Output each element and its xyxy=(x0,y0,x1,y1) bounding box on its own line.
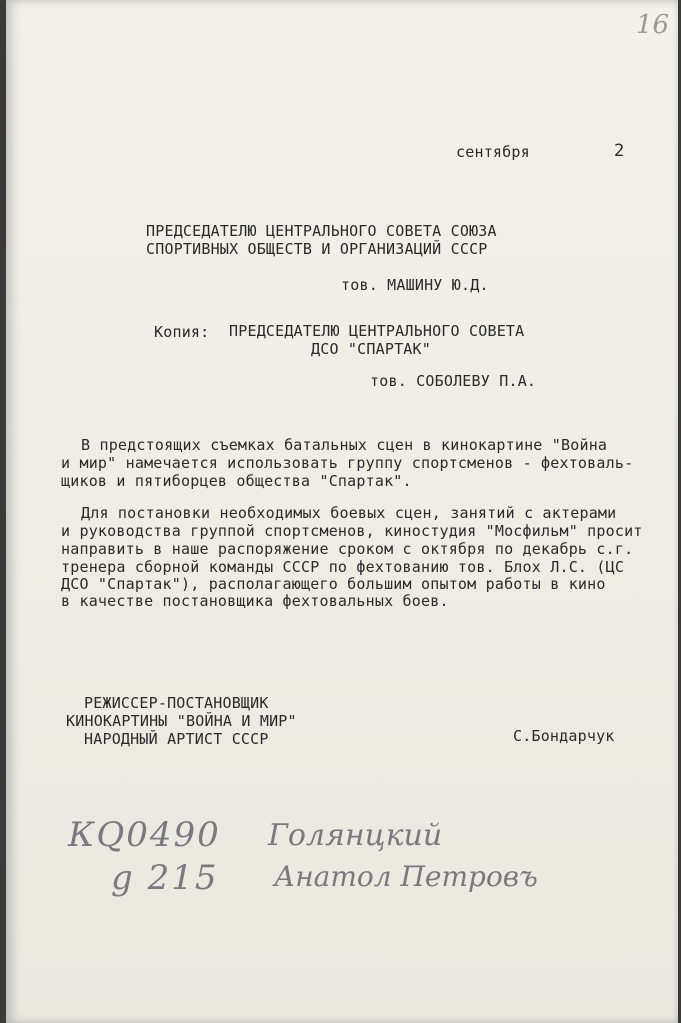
handwritten-code1: КQ0490 xyxy=(68,815,221,855)
copy-label: Копия: xyxy=(154,323,210,341)
paragraph2-line3: направить в наше распоряжение сроком с октября по декабрь с.г. xyxy=(61,540,634,558)
paragraph2-line2: и руководства группой спортсменов, киностудия "Мосфильм" просит xyxy=(61,522,643,540)
signature-line2: КИНОКАРТИНЫ "ВОЙНА И МИР" xyxy=(66,712,297,730)
copy-name: тов. СОБОЛЕВУ П.А. xyxy=(370,372,537,390)
date-year-digit: 2 xyxy=(614,141,625,161)
paragraph1-line1: В предстоящих съемках батальных сцен в кинокартине "Война xyxy=(81,436,608,454)
addressee-name: тов. МАШИНУ Ю.Д. xyxy=(341,276,489,294)
paragraph1-line3: щиков и пятиборцев общества "Спартак". xyxy=(61,472,412,490)
signature-line1: РЕЖИССЕР-ПОСТАНОВЩИК xyxy=(84,694,269,712)
paragraph2-line5: ДСО "Спартак"), располагающего большим опытом работы в кино xyxy=(61,575,606,593)
page-number: 16 xyxy=(636,10,670,40)
signer-name: С.Бондарчук xyxy=(513,727,615,745)
document-page xyxy=(6,0,678,1023)
date-month: сентября xyxy=(456,143,530,161)
handwritten-name1: Голянцкий xyxy=(268,818,443,853)
paragraph2-line4: тренера сборной команды СССР по фехтованию тов. Блох Л.С. (ЦС xyxy=(61,558,625,576)
addressee-line2: СПОРТИВНЫХ ОБЩЕСТВ И ОРГАНИЗАЦИЙ СССР xyxy=(146,240,488,258)
paragraph2-line6: в качестве постановщика фехтовальных боев. xyxy=(61,592,449,610)
handwritten-code2: g 215 xyxy=(111,858,219,898)
copy-line2: ДСО "СПАРТАК" xyxy=(311,340,431,358)
signature-line3: НАРОДНЫЙ АРТИСТ СССР xyxy=(84,730,269,748)
copy-line1: ПРЕДСЕДАТЕЛЮ ЦЕНТРАЛЬНОГО СОВЕТА xyxy=(229,322,525,340)
addressee-line1: ПРЕДСЕДАТЕЛЮ ЦЕНТРАЛЬНОГО СОВЕТА СОЮЗА xyxy=(146,222,497,240)
paragraph2-line1: Для постановки необходимых боевых сцен, занятий с актерами xyxy=(81,504,617,522)
handwritten-name2: Анатол Петровъ xyxy=(274,860,538,893)
paragraph1-line2: и мир" намечается использовать группу спортсменов - фехтоваль- xyxy=(61,454,634,472)
